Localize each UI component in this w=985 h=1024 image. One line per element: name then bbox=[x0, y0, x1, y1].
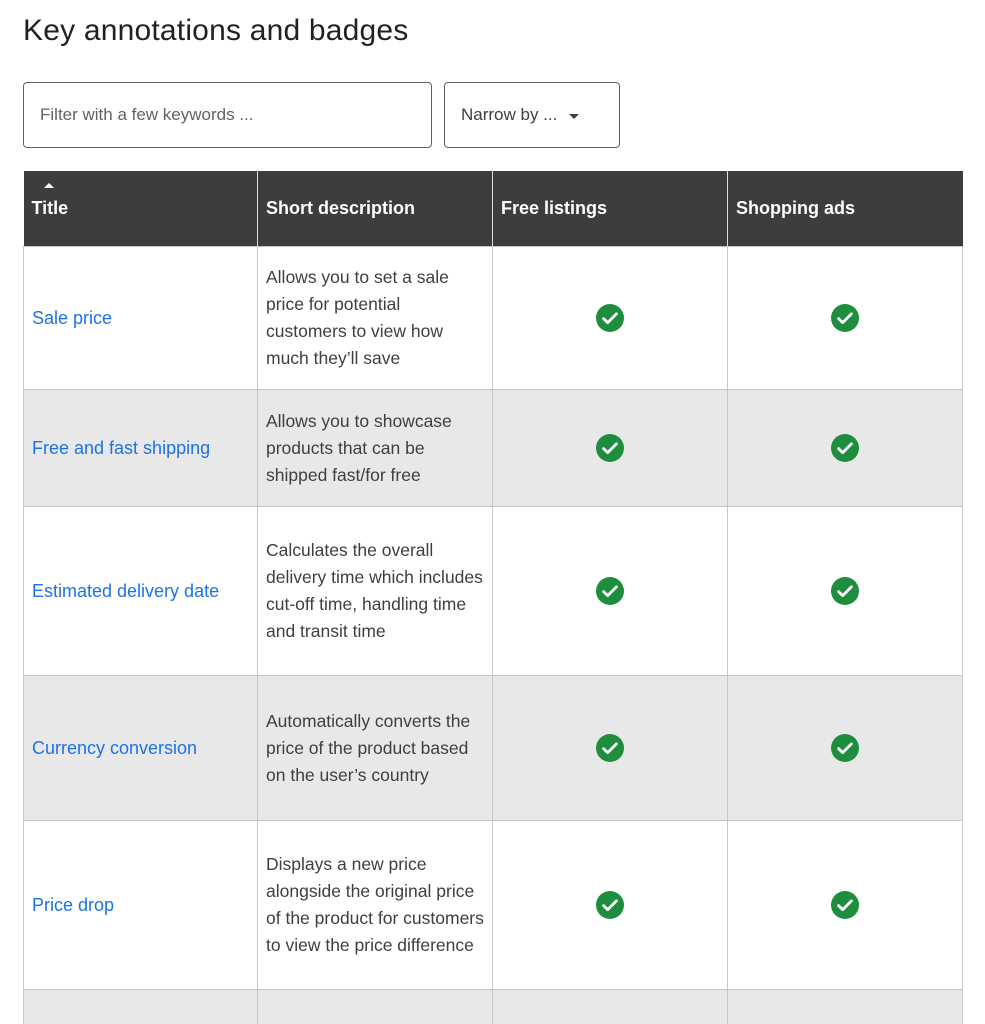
check-circle-icon bbox=[831, 577, 859, 605]
row-title-link[interactable]: Sale price bbox=[32, 307, 113, 328]
partial-cell bbox=[258, 990, 493, 1024]
row-title-cell bbox=[24, 821, 258, 990]
row-title-cell bbox=[24, 507, 258, 676]
shopping-ads-cell bbox=[728, 247, 963, 390]
shopping-ads-cell bbox=[728, 507, 963, 676]
table-row bbox=[24, 247, 963, 390]
check-circle-icon bbox=[831, 734, 859, 762]
narrow-by-dropdown[interactable] bbox=[444, 82, 620, 148]
table-row-partial bbox=[24, 990, 963, 1024]
table-row bbox=[24, 676, 963, 821]
row-title-link[interactable]: Free and fast shipping bbox=[32, 437, 211, 458]
header-description-label: Short description bbox=[266, 198, 416, 218]
table-row bbox=[24, 821, 963, 990]
row-description: Calculates the overall delivery time which includes cut-off time, handling time and transit time bbox=[258, 507, 493, 676]
partial-cell bbox=[493, 990, 728, 1024]
row-title-link[interactable]: Price drop bbox=[32, 894, 115, 915]
row-description: Allows you to showcase products that can be shipped fast/for free bbox=[258, 390, 493, 507]
shopping-ads-cell bbox=[728, 390, 963, 507]
table-row bbox=[24, 390, 963, 507]
free-listings-cell bbox=[493, 676, 728, 821]
row-title-cell bbox=[24, 390, 258, 507]
row-title-link[interactable]: Estimated delivery date bbox=[32, 580, 220, 601]
check-circle-icon bbox=[831, 304, 859, 332]
header-title-label: Title bbox=[31, 198, 69, 218]
free-listings-cell bbox=[493, 507, 728, 676]
row-title-cell bbox=[24, 676, 258, 821]
table-row bbox=[24, 507, 963, 676]
row-description: Displays a new price alongside the original price of the product for customers to view the price difference bbox=[258, 821, 493, 990]
free-listings-cell bbox=[493, 821, 728, 990]
header-shopping-ads bbox=[728, 171, 963, 247]
check-circle-icon bbox=[831, 891, 859, 919]
free-listings-cell bbox=[493, 390, 728, 507]
row-title-cell bbox=[24, 247, 258, 390]
check-circle-icon bbox=[596, 891, 624, 919]
partial-cell bbox=[24, 990, 258, 1024]
page-title: Key annotations and badges bbox=[23, 14, 409, 47]
header-free-listings-label: Free listings bbox=[501, 198, 608, 218]
sort-ascending-icon bbox=[44, 183, 54, 188]
shopping-ads-cell bbox=[728, 676, 963, 821]
annotations-table bbox=[23, 171, 963, 1024]
table-header-row bbox=[24, 171, 963, 247]
header-description bbox=[258, 171, 493, 247]
free-listings-cell bbox=[493, 247, 728, 390]
header-title[interactable] bbox=[24, 171, 258, 247]
header-free-listings bbox=[493, 171, 728, 247]
check-circle-icon bbox=[596, 434, 624, 462]
shopping-ads-cell bbox=[728, 821, 963, 990]
filter-input[interactable] bbox=[23, 82, 432, 148]
check-circle-icon bbox=[596, 304, 624, 332]
header-shopping-ads-label: Shopping ads bbox=[736, 198, 855, 218]
dropdown-caret-icon bbox=[569, 114, 579, 119]
row-description: Automatically converts the price of the product based on the user’s country bbox=[258, 676, 493, 821]
narrow-by-label: Narrow by ... bbox=[461, 105, 558, 124]
check-circle-icon bbox=[596, 577, 624, 605]
partial-cell bbox=[728, 990, 963, 1024]
check-circle-icon bbox=[831, 434, 859, 462]
row-title-link[interactable]: Currency conversion bbox=[32, 737, 198, 758]
row-description: Allows you to set a sale price for potential customers to view how much they’ll save bbox=[258, 247, 493, 390]
check-circle-icon bbox=[596, 734, 624, 762]
